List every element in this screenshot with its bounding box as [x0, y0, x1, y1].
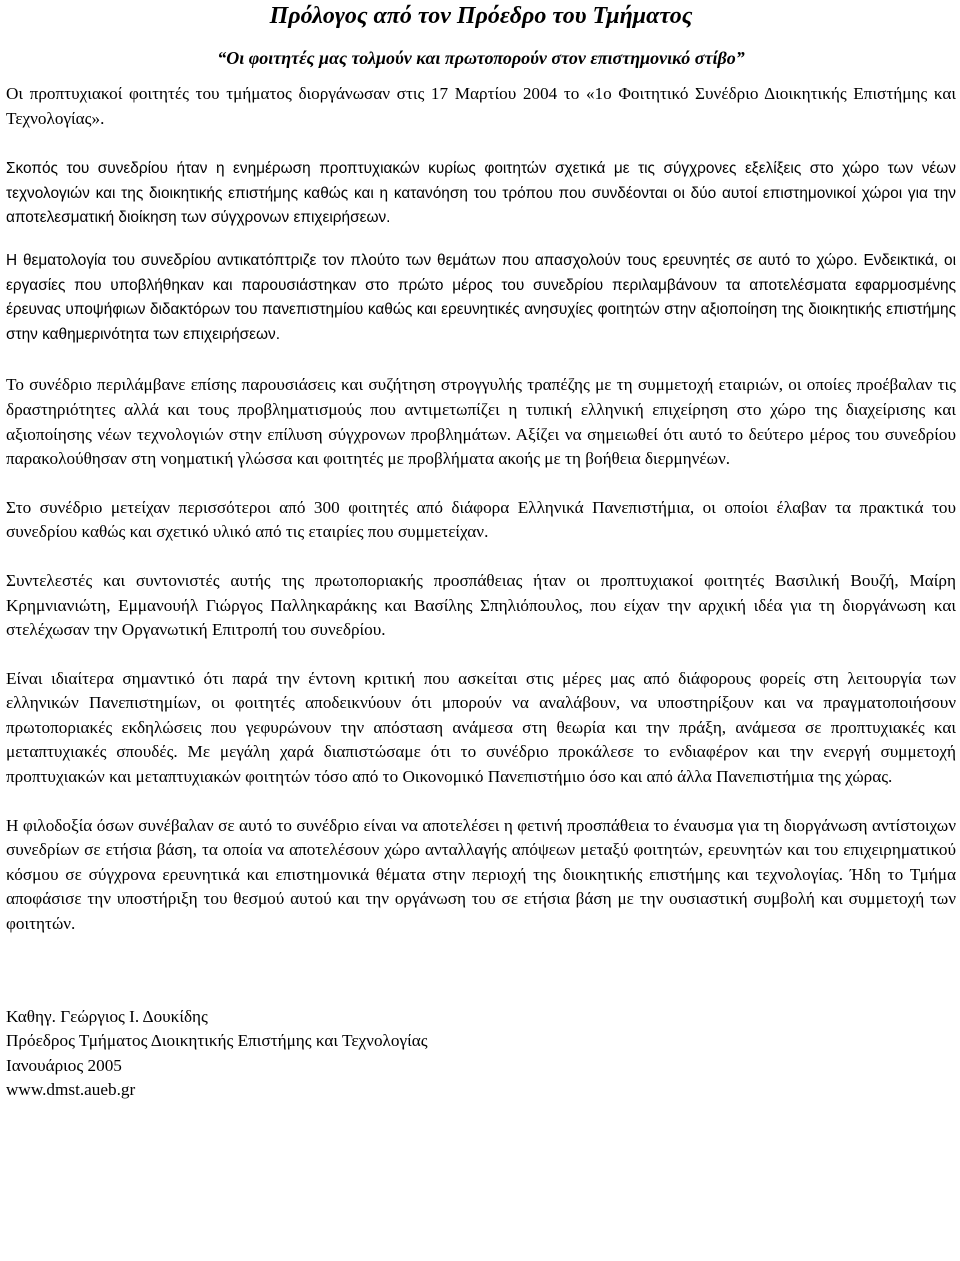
paragraph: Το συνέδριο περιλάμβανε επίσης παρουσιάσεις και συζήτηση στρογγυλής τραπέζης με τη συμμετοχή εταιριών, οι οποίες προέβαλαν τις δραστηριότητες αλλά και τους προβληματισμούς που αντιμετωπίζει η τυπική ελληνική επιχείρηση στο χώρο της διαχείρισης και αξιοποίησης νέων τεχνολογιών στην επίλυση σύγχρονων προβλημάτων. Αξίζει να σημειωθεί ότι αυτό το δεύτερο μέρος του συνεδρίου παρακολούθησαν στη νοηματική γλώσσα και φοιτητές με προβλήματα ακοής με τη βοήθεια διερμηνέων. [6, 375, 956, 469]
signature-position: Πρόεδρος Τμήματος Διοικητικής Επιστήμης και Τεχνολογίας [6, 1031, 428, 1051]
paragraph: Οι προπτυχιακοί φοιτητές του τμήματος διοργάνωσαν στις 17 Μαρτίου 2004 το «1ο Φοιτητικό Συνέδριο Διοικητικής Επιστήμης και Τεχνολογίας». [6, 84, 956, 128]
document-subtitle: “Οι φοιτητές μας τολμούν και πρωτοπορούν στον επιστημονικό στίβο” [217, 48, 745, 68]
paragraph: Η θεματολογία του συνεδρίου αντικατόπτριζε τον πλούτο των θεμάτων που απασχολούν τους ερευνητές σε αυτό το χώρο. Ενδεικτικά, οι εργασίες που υποβλήθηκαν και παρουσιάστηκαν στο πρώτο μέρος του συνεδρίου περιλαμβάνουν τα αποτελέσματα εφαρμοσμένης έρευνας υποψήφιων διδακτόρων του πανεπιστημίου καθώς και ερευνητικές ανησυχίες φοιτητών στην αξιοποίηση της διοικητικής επιστήμης στην καθημερινότητα των επιχειρήσεων. [6, 251, 956, 343]
signature-name: Καθηγ. Γεώργιος Ι. Δουκίδης [6, 1006, 208, 1026]
signature-website: www.dmst.aueb.gr [6, 1080, 136, 1100]
paragraph: Στο συνέδριο μετείχαν περισσότεροι από 300 φοιτητές από διάφορα Ελληνικά Πανεπιστήμια, οι οποίοι έλαβαν τα πρακτικά του συνεδρίου καθώς και σχετικό υλικό από τις εταιρίες που συμμετείχαν. [6, 497, 956, 542]
signature-block [6, 1005, 956, 1103]
paragraph: Η φιλοδοξία όσων συνέβαλαν σε αυτό το συνέδριο είναι να αποτελέσει η φετινή προσπάθεια το έναυσμα για τη διοργάνωση αντίστοιχων συνεδρίων σε ετήσια βάση, τα οποία να αποτελέσουν χώρο ανταλλαγής απόψεων μεταξύ φοιτητών, ερευνητών και του επιχειρηματικού κόσμου σε σύγχρονα ερευνητικά και επιστημονικά θέματα στην περιοχή της διοικητικής επιστήμης και τεχνολογίας. Ήδη το Τμήμα αποφάσισε την υποστήριξη του θεσμού αυτού και την οργάνωση του σε ετήσια βάση με την ουσιαστική συμβολή και συμμετοχή των φοιτητών. [6, 815, 956, 934]
paragraph: Είναι ιδιαίτερα σημαντικό ότι παρά την έντονη κριτική που ασκείται στις μέρες μας από διάφορους φορείς στη λειτουργία των ελληνικών Πανεπιστημίων, οι φοιτητές αποδεικνύουν ότι μπορούν να αναλάβουν, να υποστηρίξουν και να πραγματοποιήσουν πρωτοποριακές εκδηλώσεις που γεφυρώνουν την απόσταση ανάμεσα στη θεωρία και την πράξη, ανάμεσα σε προπτυχιακές και μεταπτυχιακές σπουδές. Με μεγάλη χαρά διαπιστώσαμε ότι το συνέδριο προκάλεσε το ενδιαφέρον και την ενεργή συμμετοχή προπτυχιακών και μεταπτυχιακών φοιτητών τόσο από το Οικονομικό Πανεπιστήμιο όσο και από άλλα Πανεπιστήμια της χώρας. [6, 668, 956, 787]
document-title: Πρόλογος από τον Πρόεδρο του Τμήματος [269, 3, 693, 29]
document-page [6, 0, 956, 1103]
signature-date: Ιανουάριος 2005 [6, 1055, 122, 1075]
paragraph: Συντελεστές και συντονιστές αυτής της πρωτοποριακής προσπάθειας ήταν οι προπτυχιακοί φοιτητές Βασιλική Βουζή, Μαίρη Κρημνιανιώτη, Εμμανουήλ Γιώργος Παλληκαράκης και Βασίλης Σπηλιόπουλος, που είχαν την αρχική ιδέα για τη διοργάνωση και στελέχωσαν την Οργανωτική Επιτροπή του συνεδρίου. [6, 570, 956, 640]
paragraph: Σκοπός του συνεδρίου ήταν η ενημέρωση προπτυχιακών κυρίως φοιτητών σχετικά με τις σύγχρονες εξελίξεις στο χώρο των νέων τεχνολογιών και της διοικητικής επιστήμης καθώς και η κατανόηση του τρόπου που συνδέονται οι δύο αυτοί επιστημονικοί χώροι για την αποτελεσματική διοίκηση των σύγχρονων επιχειρήσεων. [6, 160, 956, 227]
